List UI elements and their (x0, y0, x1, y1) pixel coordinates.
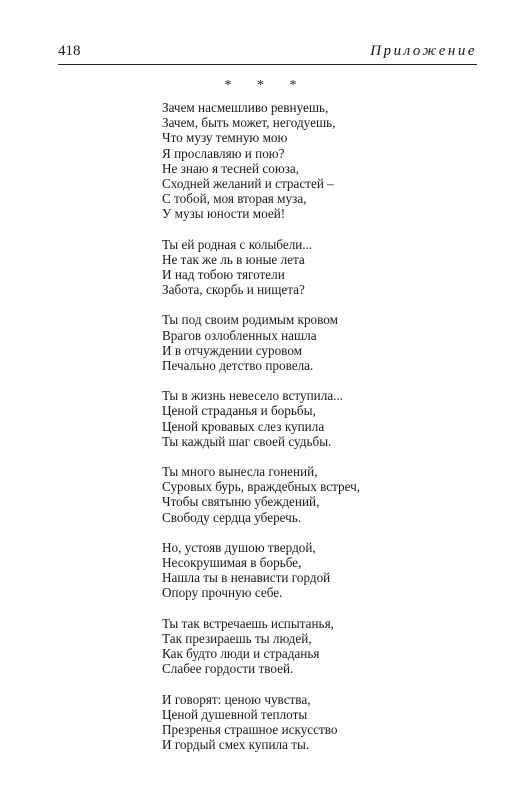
poem-line: Чтобы святыню убеждений, (162, 494, 320, 510)
poem-line: Опору прочную себе. (162, 585, 283, 601)
poem-line: У музы юности моей! (162, 206, 286, 222)
stanza (162, 540, 492, 601)
poem-line: Так презираешь ты людей, (162, 630, 312, 646)
poem-line: Ты в жизнь невесело вступила... (162, 388, 344, 404)
page-header (58, 42, 477, 65)
page-number: 418 (58, 43, 81, 59)
stanza (162, 312, 492, 373)
poem (162, 100, 492, 767)
poem-line: И над тобою тяготели (162, 267, 285, 283)
poem-line: И в отчуждении суровом (162, 342, 303, 358)
poem-line: Слабее гордости твоей. (162, 661, 294, 677)
poem-line: Суровых бурь, враждебных встреч, (162, 479, 361, 495)
poem-line: Я прославляю и пою? (162, 145, 285, 161)
poem-line: С тобой, моя вторая муза, (162, 191, 307, 207)
poem-line: Ты ей родная с колыбели... (162, 236, 313, 252)
poem-line: Ты так встречаешь испытанья, (162, 615, 334, 631)
poem-line: Что музу темную мою (162, 130, 288, 146)
poem-line: Ценой страданья и борьбы, (162, 403, 316, 419)
poem-line: И гордый смех купила ты. (162, 737, 310, 753)
poem-line: Ценой кровавых слез купила (162, 418, 325, 434)
stanza (162, 464, 492, 525)
stanza (162, 388, 492, 449)
poem-line: Презренья страшное искусство (162, 721, 338, 737)
poem-line: Но, устояв душою твердой, (162, 539, 316, 555)
poem-line: Зачем, быть может, негодуешь, (162, 115, 336, 131)
poem-line: Врагов озлобленных нашла (162, 327, 317, 343)
running-title: Приложение (370, 43, 477, 59)
stanza (162, 100, 492, 222)
poem-line: Нашла ты в ненависти гордой (162, 570, 331, 586)
poem-line: Ты каждый шаг своей судьбы. (162, 433, 332, 449)
poem-line: Зачем насмешливо ревнуешь, (162, 100, 329, 115)
poem-line: Не так же ль в юные лета (162, 251, 305, 267)
poem-line: Не знаю я тесней союза, (162, 160, 300, 176)
poem-line: Ты много вынесла гонений, (162, 464, 318, 480)
poem-line: Ты под своим родимым кровом (162, 312, 338, 328)
poem-line: Несокрушимая в борьбе, (162, 555, 302, 571)
stanza (162, 616, 492, 677)
poem-line: Сходней желаний и страстей – (162, 176, 334, 192)
poem-line: И говорят: ценою чувства, (162, 691, 311, 707)
section-ornament: * * * (224, 78, 308, 93)
stanza (162, 692, 492, 753)
poem-line: Ценой душевной теплоты (162, 706, 308, 722)
poem-line: Как будто люди и страданья (162, 646, 320, 662)
poem-line: Печально детство провела. (162, 358, 314, 374)
stanza (162, 237, 492, 298)
poem-line: Свободу сердца уберечь. (162, 509, 302, 525)
poem-line: Забота, скорбь и нищета? (162, 282, 305, 298)
